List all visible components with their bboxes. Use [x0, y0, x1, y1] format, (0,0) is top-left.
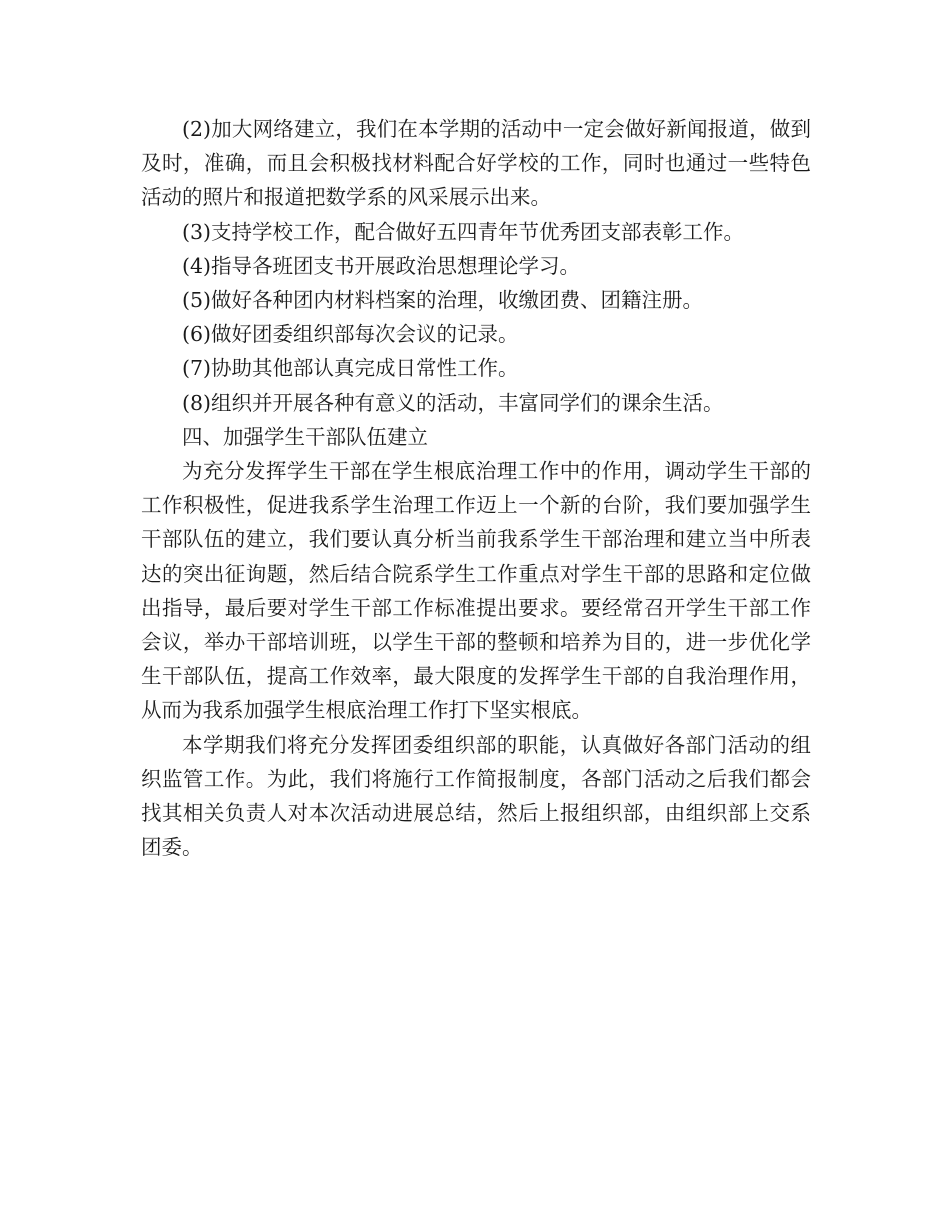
document-body [141, 112, 811, 864]
paragraph-item-8: (8)组织并开展各种有意义的活动，丰富同学们的课余生活。 [182, 390, 724, 415]
paragraph-item-4: (4)指导各班团支书开展政治思想理论学习。 [182, 253, 581, 278]
paragraph-item-5: (5)做好各种团内材料档案的治理，收缴团费、团籍注册。 [182, 288, 704, 313]
section-heading: 四、加强学生干部队伍建立 [182, 424, 428, 449]
paragraph-item-6: (6)做好团委组织部每次会议的记录。 [182, 322, 519, 347]
paragraph-item-3: (3)支持学校工作，配合做好五四青年节优秀团支部表彰工作。 [182, 219, 745, 244]
paragraph-item-2: (2)加大网络建立，我们在本学期的活动中一定会做好新闻报道，做到及时，准确，而且会积极找材料配合好学校的工作，同时也通过一些特色活动的照片和报道把数学系的风采展示出来。 [141, 117, 811, 210]
paragraph-item-7: (7)协助其他部认真完成日常性工作。 [182, 356, 519, 381]
paragraph-cadre-building: 为充分发挥学生干部在学生根底治理工作中的作用，调动学生干部的工作积极性，促进我系学生治理工作迈上一个新的台阶，我们要加强学生干部队伍的建立，我们要认真分析当前我系学生干部治理和建立当中所表达的突出征询题，然后结合院系学生工作重点对学生干部的思路和定位做出指导，最后要对学生干部工作标准提出要求。要经常召开学生干部工作会议，举办干部培训班，以学生干部的整顿和培养为目的，进一步优化学生干部队伍，提高工作效率，最大限度的发挥学生干部的自我治理作用，从而为我系加强学生根底治理工作打下坚实根底。 [141, 459, 811, 723]
paragraph-closing: 本学期我们将充分发挥团委组织部的职能，认真做好各部门活动的组织监管工作。为此，我们将施行工作简报制度，各部门活动之后我们都会找其相关负责人对本次活动进展总结，然后上报组织部，由组织部上交系团委。 [141, 732, 811, 860]
